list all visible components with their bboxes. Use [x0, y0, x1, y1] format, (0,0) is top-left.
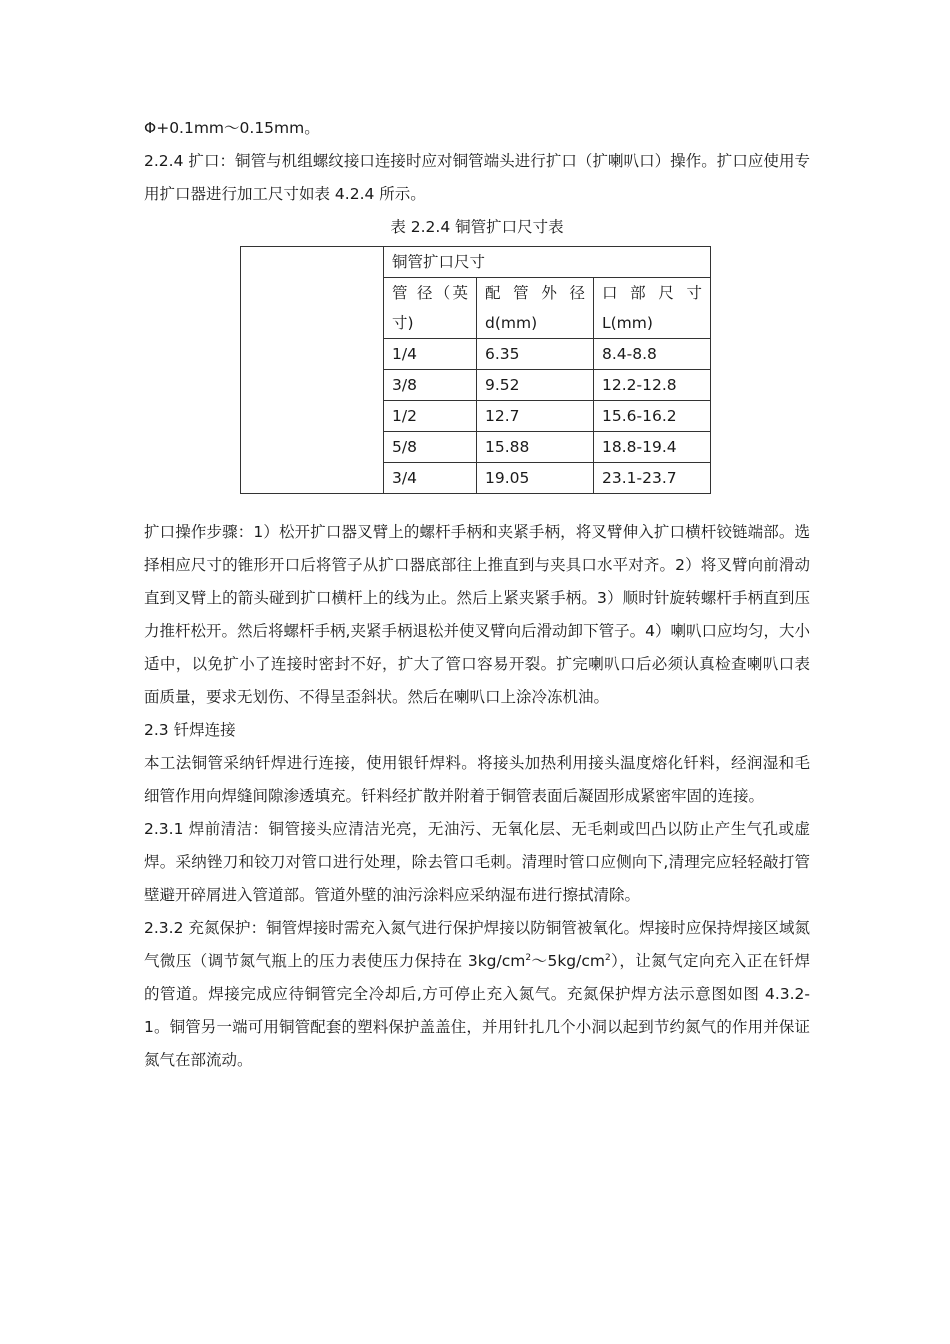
flare-size-table — [240, 246, 711, 494]
table-cell: 15.88 — [477, 432, 594, 463]
table-group-header: 铜管扩口尺寸 — [384, 247, 711, 278]
paragraph-pre-weld-cleaning: 2.3.1 焊前清洁：铜管接头应清洁光亮，无油污、无氧化层、无毛刺或凹凸以防止产生气孔或虚焊。采纳锉刀和铰刀对管口进行处理，除去管口毛刺。清理时管口应侧向下,清理完应轻轻敲打管壁避开碎屑进入管道部。管道外壁的油污涂料应采纳湿布进行擦拭清除。 — [144, 820, 810, 904]
table-blank-cell — [241, 247, 384, 494]
table-cell: 19.05 — [477, 463, 594, 494]
col-header-pipe-diameter: 管 径（英 寸) — [384, 278, 477, 339]
paragraph-brazing-intro: 本工法铜管采纳钎焊进行连接，使用银钎焊料。将接头加热利用接头温度熔化钎料，经润湿和毛细管作用向焊缝间隙渗透填充。钎料经扩散并附着于铜管表面后凝固形成紧密牢固的连接。 — [144, 754, 810, 805]
table-cell: 12.2-12.8 — [594, 370, 711, 401]
paragraph-flaring: 2.2.4 扩口：铜管与机组螺纹接口连接时应对铜管端头进行扩口（扩喇叭口）操作。扩口应使用专用扩口器进行加工尺寸如表 4.2.4 所示。 — [144, 152, 810, 203]
col-header-outer-diameter: 配 管 外 径 d(mm) — [477, 278, 594, 339]
paragraph-nitrogen-protection: 2.3.2 充氮保护：铜管焊接时需充入氮气进行保护焊接以防铜管被氧化。焊接时应保持焊接区域氮气微压（调节氮气瓶上的压力表使压力保持在 $3kg/cm^2\sim 5kg/cm^2$），让氮气定向充入正在钎焊的管道。焊接完成应待铜管完全冷却后,方可停止充入氮气。充氮保护焊方法示意图如图 4.3.2-1。铜管另一端可用铜管配套的塑料保护盖盖住，并用针扎几个小洞以起到节约氮气的作用并保证氮气在部流动。 — [144, 919, 810, 1069]
table-cell: 9.52 — [477, 370, 594, 401]
flare-size-table-container — [240, 246, 810, 494]
table-cell: 23.1-23.7 — [594, 463, 711, 494]
table-cell: 15.6-16.2 — [594, 401, 711, 432]
table-cell: 5/8 — [384, 432, 477, 463]
table-caption: 表 2.2.4 铜管扩口尺寸表 — [390, 218, 564, 236]
table-group-header-row — [241, 247, 711, 278]
table-cell: 8.4-8.8 — [594, 339, 711, 370]
table-cell: 1/4 — [384, 339, 477, 370]
paragraph-flaring-steps: 扩口操作步骤：1）松开扩口器叉臂上的螺杆手柄和夹紧手柄，将叉臂伸入扩口横杆铰链端部。选择相应尺寸的锥形开口后将管子从扩口器底部往上推直到与夹具口水平对齐。2）将叉臂向前滑动直到叉臂上的箭头碰到扩口横杆上的线为止。然后上紧夹紧手柄。3）顺时针旋转螺杆手柄直到压力推杆松开。然后将螺杆手柄,夹紧手柄退松并使叉臂向后滑动卸下管子。4）喇叭口应均匀，大小适中，以免扩小了连接时密封不好，扩大了管口容易开裂。扩完喇叭口后必须认真检查喇叭口表面质量，要求无划伤、不得呈歪斜状。然后在喇叭口上涂冷冻机油。 — [144, 523, 810, 706]
table-cell: 18.8-19.4 — [594, 432, 711, 463]
col-header-flare-size: 口 部 尺 寸 L(mm) — [594, 278, 711, 339]
table-cell: 3/4 — [384, 463, 477, 494]
section-heading-brazing: 2.3 钎焊连接 — [144, 721, 236, 739]
paragraph-tolerance: Φ+0.1mm～0.15mm。 — [144, 119, 320, 137]
table-cell: 6.35 — [477, 339, 594, 370]
document-page — [144, 112, 810, 1077]
table-cell: 3/8 — [384, 370, 477, 401]
table-cell: 12.7 — [477, 401, 594, 432]
table-cell: 1/2 — [384, 401, 477, 432]
